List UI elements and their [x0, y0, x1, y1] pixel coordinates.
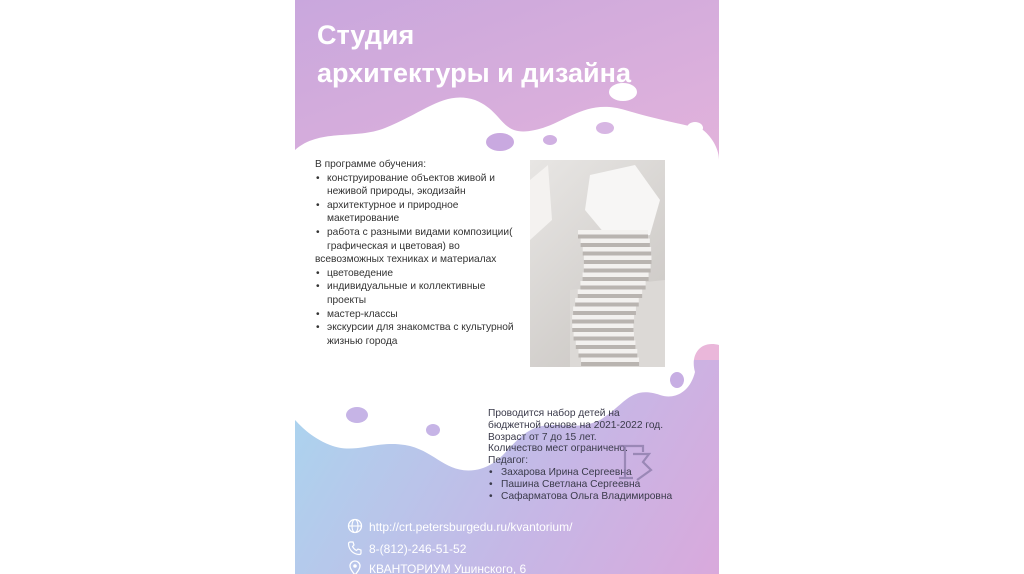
- tower-step-shadow: [581, 243, 650, 247]
- architecture-model-photo: [530, 160, 665, 367]
- tower-step-shadow: [576, 345, 636, 349]
- teacher-item: • Пашина Светлана Сергеевна: [488, 479, 718, 491]
- list-item: • конструирование объектов живой и неживой природы, экодизайн: [315, 172, 527, 199]
- program-section: [315, 158, 527, 348]
- enroll-line: Педагог:: [488, 455, 529, 467]
- program-list-2: [315, 267, 527, 349]
- tower-step-shadow: [578, 235, 648, 239]
- wave-dot: [543, 135, 557, 145]
- program-heading: В программе обучения:: [315, 159, 427, 170]
- tower-step-shadow: [575, 303, 639, 307]
- teacher-item: • Сафарматова Ольга Владимировна: [488, 491, 718, 503]
- tower-step-shadow: [574, 337, 634, 341]
- tower-step-shadow: [580, 286, 645, 290]
- enroll-line: Проводится набор детей на: [488, 408, 620, 419]
- tower-step: [573, 307, 636, 312]
- tower-step: [572, 315, 634, 320]
- paper-tower-illustration: [530, 160, 665, 367]
- list-item: • индивидуальные и коллективные проекты: [315, 280, 527, 307]
- tower-step: [583, 273, 649, 278]
- wave-dot: [670, 372, 684, 388]
- location-pin-icon: [347, 560, 363, 574]
- wave-dot: [426, 424, 440, 436]
- tower-step-shadow: [584, 269, 651, 273]
- tower-step: [584, 256, 652, 261]
- tower-step: [576, 341, 636, 346]
- contact-address: [369, 562, 526, 574]
- list-item: • архитектурное и природное макетирование: [315, 199, 527, 226]
- wave-dot: [604, 375, 616, 385]
- list-item: • работа с разными видами композиции( графическая и цветовая) во: [315, 226, 527, 253]
- contact-phone: [369, 542, 466, 556]
- tower-step: [581, 239, 650, 244]
- phone-icon: [347, 540, 363, 556]
- teacher-list: [488, 467, 718, 502]
- tower-step: [581, 358, 639, 363]
- program-list: [315, 172, 527, 254]
- enroll-line: Возраст от 7 до 15 лет.: [488, 431, 597, 443]
- tower-step-shadow: [578, 354, 637, 358]
- tower-step: [574, 332, 634, 337]
- globe-icon: [347, 518, 363, 534]
- tower-step: [572, 324, 633, 329]
- teacher-item: • Захарова Ирина Сергеевна: [488, 467, 718, 479]
- org-logo-icon: [613, 440, 657, 484]
- enrollment-section: [488, 408, 718, 502]
- wave-dot: [486, 133, 514, 151]
- contact-website[interactable]: [369, 520, 572, 534]
- wave-dot: [346, 407, 368, 423]
- tower-step-shadow: [573, 311, 636, 315]
- tower-step: [580, 281, 645, 286]
- tower-step-shadow: [584, 260, 652, 264]
- tower-step-shadow: [583, 252, 651, 256]
- tower-step: [584, 264, 651, 269]
- poster: [295, 0, 719, 574]
- list-item: • цветоведение: [315, 267, 527, 281]
- tower-step: [583, 247, 651, 252]
- title-line-1: Студия: [317, 20, 415, 50]
- tower-step-shadow: [583, 277, 649, 281]
- tower-step: [578, 349, 637, 354]
- list-item: • мастер-классы: [315, 308, 527, 322]
- wave-dot: [687, 122, 703, 134]
- tower-step-shadow: [572, 320, 634, 324]
- tower-step: [578, 230, 648, 235]
- tower-step-shadow: [578, 294, 642, 298]
- website-link[interactable]: http://crt.petersburgedu.ru/kvantorium/: [369, 520, 573, 534]
- phone-number: 8-(812)-246-51-52: [369, 542, 467, 556]
- title-line-2: архитектуры и дизайна: [317, 58, 631, 88]
- enroll-line: бюджетной основе на 2021-2022 год.: [488, 419, 664, 431]
- tower-step-shadow: [572, 328, 633, 332]
- page-title: [317, 16, 707, 92]
- tower-step-shadow: [581, 362, 639, 366]
- wave-dot: [596, 122, 614, 134]
- program-continuation: всевозможных техниках и материалах: [315, 254, 497, 266]
- address-text: КВАНТОРИУМ Ушинского, 6: [369, 562, 527, 574]
- list-item: • экскурсии для знакомства с культурной жизнью города: [315, 321, 527, 348]
- enroll-line: Количество мест ограничено.: [488, 443, 628, 455]
- tower-step: [575, 298, 639, 303]
- tower-step: [578, 290, 642, 295]
